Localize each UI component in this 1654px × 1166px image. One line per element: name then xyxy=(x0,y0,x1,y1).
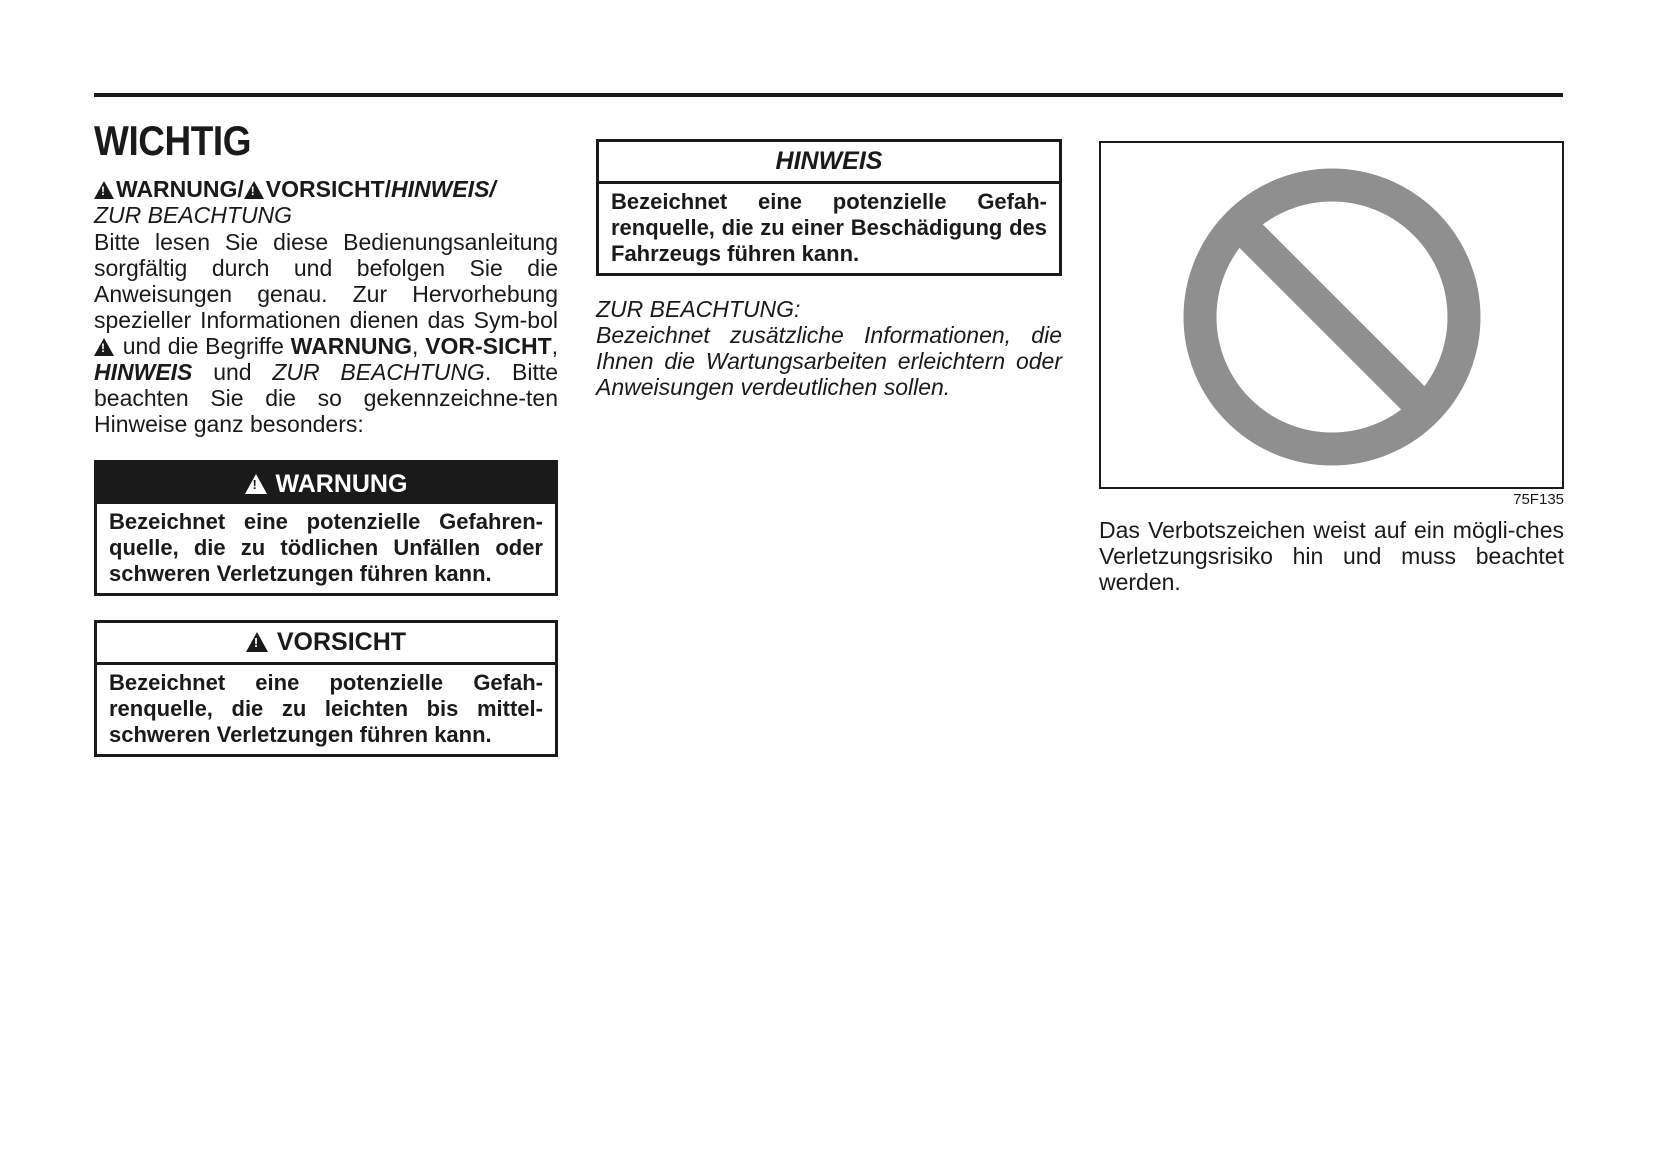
column-left xyxy=(94,118,558,757)
note-body: Bezeichnet zusätzliche Informationen, die Ihnen die Wartungsarbeiten erleichtern oder Anweisungen verdeutlichen sollen. xyxy=(596,322,1062,400)
prohibition-sign-icon xyxy=(1101,143,1562,487)
subhead-vorsicht: VORSICHT/ xyxy=(265,176,392,202)
column-right xyxy=(1099,141,1564,595)
caution-box-header xyxy=(97,623,555,665)
prohibition-bar xyxy=(1239,224,1425,410)
intro-paragraph xyxy=(94,229,558,437)
term-hinweis: HINWEIS xyxy=(94,359,193,385)
intro-text-3: . Bitte beachten Sie die so gekennzeichne-ten Hinweise ganz besonders: xyxy=(94,359,559,437)
section-subheading xyxy=(94,176,558,202)
notice-box-body: Bezeichnet eine potenzielle Gefah-renquelle, die zu einer Beschädigung des Fahrzeugs führen kann. xyxy=(611,189,1047,266)
term-warnung: WARNUNG xyxy=(290,333,413,359)
caution-box-title: VORSICHT xyxy=(276,628,407,656)
figure-caption: Das Verbotszeichen weist auf ein mögli-ches Verletzungsrisiko hin und muss beachtet werden. xyxy=(1099,517,1564,595)
column-middle xyxy=(596,139,1062,400)
notice-box-header xyxy=(599,142,1059,184)
figure-code: 75F135 xyxy=(1513,491,1564,508)
warning-box-body: Bezeichnet eine potenzielle Gefahren-quelle, die zu tödlichen Unfällen oder schweren Verletzungen führen kann. xyxy=(109,509,543,586)
term-vorsicht: VOR-SICHT xyxy=(425,333,552,359)
caution-box-body: Bezeichnet eine potenzielle Gefah-renquelle, die zu leichten bis mittel-schweren Verletzungen führen kann. xyxy=(109,670,543,747)
figure-frame xyxy=(1099,141,1564,489)
caution-box xyxy=(94,620,558,757)
intro-und: und xyxy=(213,359,252,385)
term-zur-beachtung: ZUR BEACHTUNG xyxy=(272,359,485,385)
warning-triangle-icon xyxy=(246,632,268,652)
intro-text-1: Bitte lesen Sie diese Bedienungsanleitung sorgfältig durch und befolgen Sie die Anweisungen genau. Zur Hervorhebung spezieller Informationen dienen das Sym-bol xyxy=(94,229,558,333)
page-title: WICHTIG xyxy=(94,117,252,164)
subhead-zur-beachtung: ZUR BEACHTUNG xyxy=(94,202,293,228)
subhead-warnung: WARNUNG/ xyxy=(116,176,244,202)
intro-comma: , xyxy=(551,333,559,359)
top-rule xyxy=(94,93,1563,97)
warning-box-header xyxy=(97,463,555,504)
intro-comma: , xyxy=(412,333,419,359)
note-title: ZUR BEACHTUNG: xyxy=(596,296,801,322)
warning-box-title: WARNUNG xyxy=(275,470,408,498)
notice-box xyxy=(596,139,1062,276)
intro-text-2: und die Begriffe xyxy=(122,333,284,359)
warning-triangle-icon xyxy=(245,474,267,494)
warning-triangle-icon xyxy=(94,338,114,356)
warning-box xyxy=(94,460,558,596)
notice-box-title: HINWEIS xyxy=(775,147,883,175)
subhead-hinweis: HINWEIS/ xyxy=(391,176,496,202)
warning-triangle-icon xyxy=(244,181,264,199)
warning-triangle-icon xyxy=(94,181,114,199)
